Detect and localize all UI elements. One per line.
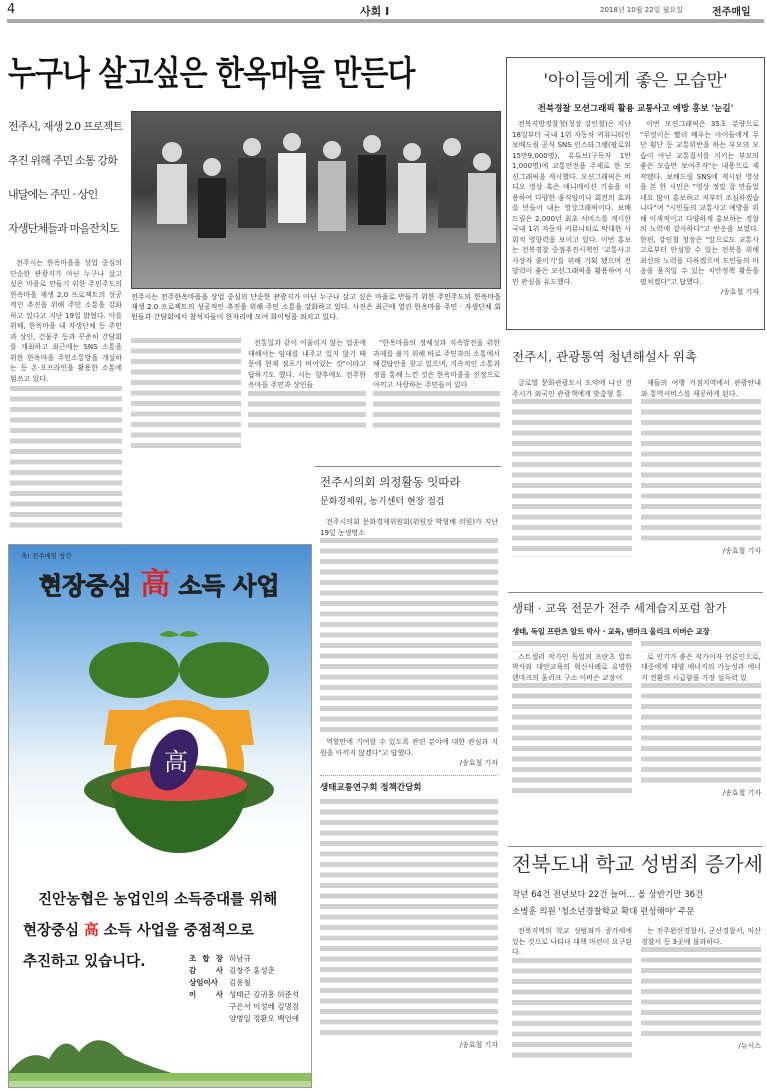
forum-body-col1: 스트셀러 작가인 독일의 프란츠 알트 박사와 대안교육의 혁신사례로 유명한 덴마크의 울리크 구스 이버슨 교장이 <box>512 641 632 799</box>
byline: /송효철 기자 <box>722 547 761 555</box>
guide-body-col2: 재들의 여행 거점지역에서 관광안내와 통역서비스를 제공하게 된다. /송효철 기자 <box>641 379 761 555</box>
ad-headline: 현장중심 高 소득 사업 <box>39 567 280 602</box>
officer-names: 김창주 홍성춘 <box>229 966 275 975</box>
header-rule <box>7 19 764 23</box>
box-body <box>512 119 759 298</box>
officer-names: 김용철 <box>229 978 251 987</box>
main-photo <box>131 111 501 289</box>
byline: /송효철 기자 <box>459 759 498 767</box>
guide-article <box>512 348 761 557</box>
box-subhead: 전북경찰 모션그래픽 활용 교통사고 예방 홍보 '눈길' <box>537 104 734 114</box>
box-body-col2: 이번 모션그래픽은 35초 분량으로 "무엇이든 빨리 배우는 아이들에게 무단 횡단 등 교통위반을 하는 부모의 모습이 아닌 교통질서를 지키는 부모의 좋은 모습만 보여주자"는 내용으로 제작됐다. 보배드림 SNS에 게시된 영상을 본 한 시민은 "영상 정말 잘 만들었네요 많이 홍보하고 저부터 조심하겠습니다"며 "시민들의 교통사고 예방을 위해 이색적이고 다양하게 홍보하는 경찰의 노력에 감사하다"고 반응을 보였다. 한편, 강인철 청장은 "앞으로도 교통사고로부터 안심할 수 있는 전북을 위해 최선의 노력을 다하겠으며 도민들의 마음을 움직일 수 있는 치안정책 활동을 펼치겠다"고 답했다. /송효철 기자 <box>640 120 759 296</box>
council-article <box>320 474 498 1050</box>
officer-title <box>189 1013 223 1025</box>
group-photo-people <box>132 112 501 289</box>
subhead: 추진 위해 주민 소통 강화 <box>8 154 118 167</box>
officer-names: 구은서 이성레 김명검 <box>229 1002 299 1011</box>
main-headline: 누구나 살고싶은 한옥마을 만든다 <box>8 54 415 94</box>
page-number: 4 <box>7 2 16 17</box>
council-subhead: 문화경제위, 농기센터 현장 점검 <box>320 497 445 507</box>
subhead: 내달에는 주민 · 상인 <box>8 188 98 201</box>
vegetable-watermelon-illustration <box>79 625 279 855</box>
issue-date: 2018년 10월 22일 월요일 <box>600 6 683 14</box>
officer-title: 상임이사 <box>189 978 218 987</box>
council-headline: 전주시의회 의정활동 잇따라 <box>320 475 461 489</box>
main-body-col3: 전통밀과 같이 어울리지 않는 업종에 대해서는 임대를 내주고 있지 않기 때문에 현재 점포가 비어있는 것"이라고 답하기도 했다. 시는 향후에도 전주한옥마을 주민과 상인들 <box>248 338 366 433</box>
byline: /뉴시스 <box>738 1042 761 1050</box>
ad-tag: 축! 전주매일 창간 <box>21 552 72 560</box>
crime-headline: 전북도내 학교 성범죄 증가세 <box>512 852 763 876</box>
ad-copy: 진안농협은 농업인의 소득증대를 위해 현장중심 高 소득 사업을 중점적으로 추진하고 있습니다. <box>23 892 278 970</box>
main-body-col2 <box>131 338 241 453</box>
main-body-col1: 전주시는 한옥마을을 상업 중심의 단순한 관광지가 아닌 누구나 살고 싶은 마을로 만들기 위한 주민주도의 한옥마을 재생 2.0 프로젝트의 성공적인 추진을 위해 주민 소통을 강화하고 있다고 지난 19일 밝혔다. 이를 위해, 한옥마을 내 자생단체 등 주민과 상인, 건물주 등과 꾸준히 간담회를 개최하고 최근에는 SNS 소통을 위한 한옥마을 주민소통방을 개설하는 등 온·오프라인을 활용한 소통에 힘쓰고 있다. <box>10 258 122 533</box>
advertisement <box>8 544 312 1088</box>
mountain-field-illustration <box>9 1027 312 1088</box>
forum-article <box>512 600 761 799</box>
paper-name: 전주매일 <box>712 7 751 18</box>
main-body-col4: "한옥마을의 정체성과 지속발전을 위한 과제를 풀기 위해 바로 주민과의 소통에서 해결답안을 찾고 있으며, 지속적인 소통과정을 통해 느낀 것은 한옥마을을 진정으로 아끼고 사랑하는 주민들이 있다 <box>373 338 500 433</box>
council-second-body <box>320 799 498 1040</box>
byline: /송효철 기자 <box>722 789 761 797</box>
byline: /송효철 기자 <box>720 288 759 296</box>
hanja-mark: 高 <box>164 748 188 776</box>
ad-officers <box>189 953 299 1025</box>
officer-title: 이 사 <box>189 990 223 999</box>
section-name: 사회 I <box>360 5 390 18</box>
officer-title <box>189 1001 223 1013</box>
divider <box>315 466 501 467</box>
guide-body-col1: 글로벌 문화관광도시 도약에 나선 전주시가 외국인 관광객에게 맞춤형 통 <box>512 378 632 557</box>
officer-names: 양병일 정환오 백인애 <box>229 1014 299 1023</box>
main-subheads <box>8 110 129 246</box>
officer-names: 성태근 김귀흥 허준석 <box>229 990 299 999</box>
divider <box>508 846 763 847</box>
forum-headline: 생태 · 교육 전문가 전주 세계습지포럼 참가 <box>512 601 727 615</box>
subhead: 자생단체들과 마을잔치도 <box>8 222 119 235</box>
officer-names: 허남규 <box>229 954 251 963</box>
officer-title: 감 사 <box>189 966 223 975</box>
crime-article <box>512 851 761 1063</box>
byline: /송효철 기자 <box>459 1040 498 1049</box>
forum-body-col2: 로 인기가 좋은 작가이자 언론인으로, 대중에게 태양 에너지의 가능성과 에너지 전환의 시급함을 가장 설득력 있 /송효철 기자 <box>641 641 761 799</box>
box-body-col1: 전북지방경찰청(청장 강인철)은 지난 18일부터 국내 1위 자동차 커뮤니티인 보배드림 공식 SNS 인스타그램(팔로워 15만9,000명), 유튜브(구독자 1만1,000명)에 교통안전을 주제로 한 모션그래픽을 게시했다. 모션그래픽은 비디오 영상 혹은 애니메이션 기술을 이용하여 다양한 움직임이나 회전의 효과를 만들어 내는 영상그래픽이다. 보배드림은 2,000년 최초 서비스를 게시한 국내 1위 자동차 커뮤니티로 막대한 사회적 영향력을 보이고 있다. 이번 홍보는 전북경찰 중점추진시책인 '교통사고 사상자 줄이기'를 위해 기획 됐으며 전달력이 좋은 모션그래픽을 활용하여 시민 관심을 유도했다. <box>512 120 631 286</box>
divider <box>508 592 763 593</box>
crime-body-col2: 는 전주완산경찰서, 군산경찰서, 익산경찰서 등 3곳에 불과하다. /뉴시스 <box>641 927 761 1050</box>
officer-title: 조 합 장 <box>189 954 223 963</box>
guide-headline: 전주시, 관광통역 청년해설사 위촉 <box>512 349 697 364</box>
photo-caption: 전주시는 전주한옥마을을 상업 중심의 단순한 관광지가 아닌 누구나 살고 싶은 마을로 만들기 위한 주민주도의 한옥마을 재생 2.0 프로젝트의 성공적인 추진을 위해 주민 소통을 강화하고 있다. 사진은 최근에 열린 한옥마을 주민 · 자생단체 회원들과 간담회에서 참석자들이 한자리에 모여 화이팅을 외치고 있다. <box>131 293 501 321</box>
council-body: 전주시의회 문화경제위원회(위원장 박형배 의원)가 지난 19일 농생명소 역할만에 기여할 수 있도록 관련 분야에 대한 관심과 지원을 아끼지 않겠다"고 답했다. <box>320 518 498 757</box>
council-second-headline: 생태교통연구회 정책간담회 <box>320 782 422 793</box>
forum-subhead: 생태, 독일 프란츠 알트 박사 · 교육, 덴마크 울리크 이버슨 교장 <box>512 627 710 636</box>
crime-subhead-1: 작년 64건 전년보다 22건 늘어… 올 상반기만 36건 <box>512 890 704 900</box>
crime-body-col1: 전북지역의 학교 성범죄가 증가세에 있는 것으로 나타나 대책 마련이 요구된다. <box>512 926 632 1063</box>
subhead: 전주시, 재생 2.0 프로젝트 <box>8 120 123 133</box>
dotted-divider <box>320 775 498 776</box>
box-headline: '아이들에게 좋은 모습만' <box>543 71 728 91</box>
crime-subhead-2: 소병훈 의원 '청소년경찰학교 확대 편성해야' 주문 <box>512 907 695 917</box>
